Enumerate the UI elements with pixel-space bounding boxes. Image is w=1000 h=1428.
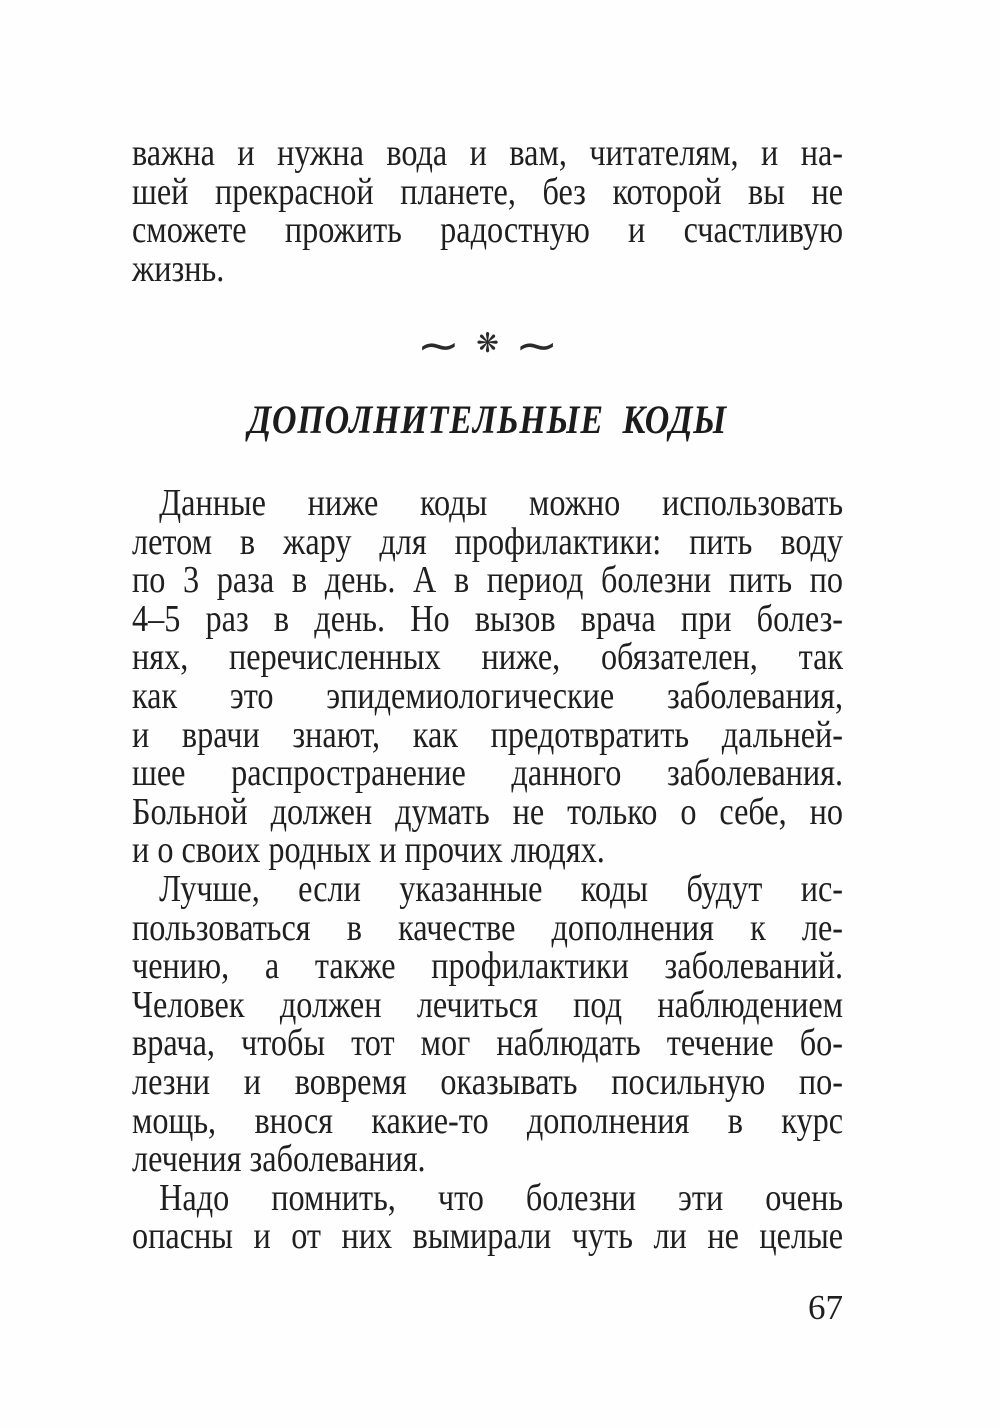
lead-paragraph-block: [132, 134, 843, 288]
page-number: 67: [808, 1288, 843, 1327]
text-line: Больной должен думать не только о себе, но: [132, 790, 844, 833]
section-heading-wrap: [132, 396, 843, 444]
text-line: 4–5 раз в день. Но вызов врача при болез-: [132, 597, 844, 640]
paragraph: [132, 484, 843, 870]
text-line: пользоваться в качестве дополнения к ле-: [132, 906, 844, 949]
swash-right-icon: ∼: [514, 320, 559, 372]
text-line: сможете прожить радостную и счастливую: [132, 209, 844, 252]
text-line: жизнь.: [132, 247, 225, 290]
section-heading: ДОПОЛНИТЕЛЬНЫЕ КОДЫ: [247, 397, 728, 442]
text-line: лечения заболевания.: [132, 1138, 426, 1181]
text-line: опасны и от них вымирали чуть ли не целые: [132, 1215, 844, 1258]
section-divider: [132, 320, 843, 372]
text-line: Надо помнить, что болезни эти очень: [159, 1176, 844, 1219]
text-line: чению, а также профилактики заболеваний.: [132, 945, 844, 988]
swash-left-icon: ∼: [416, 320, 461, 372]
text-line: и врачи знают, как предотвратить дальней-: [132, 713, 844, 756]
paragraph: [132, 1176, 844, 1258]
text-line: Данные ниже коды можно использовать: [159, 482, 844, 524]
text-line: как это эпидемиологические заболевания,: [132, 674, 844, 717]
text-line: нях, перечисленных ниже, обязателен, так: [132, 636, 844, 679]
text-line: Человек должен лечиться под наблюдением: [132, 983, 844, 1026]
rosette-icon: ❋: [476, 328, 499, 359]
paragraph: [132, 134, 843, 288]
body-paragraph-block: [132, 484, 843, 1256]
text-line: важна и нужна вода и вам, читателям, и на-: [132, 132, 844, 174]
text-line: шей прекрасной планете, без которой вы не: [132, 170, 844, 213]
text-line: по 3 раза в день. А в период болезни пить по: [132, 559, 844, 602]
text-line: Лучше, если указанные коды будут ис-: [159, 867, 844, 910]
text-line: летом в жару для профилактики: пить воду: [132, 520, 844, 563]
text-line: врача, чтобы тот мог наблюдать течение бо-: [132, 1022, 844, 1065]
text-line: и о своих родных и прочих людях.: [132, 829, 605, 872]
text-line: лезни и вовремя оказывать посильную по-: [132, 1060, 844, 1103]
text-line: шее распространение данного заболевания.: [132, 752, 844, 795]
text-line: мощь, внося какие-то дополнения в курс: [132, 1099, 844, 1142]
paragraph: [132, 867, 844, 1181]
